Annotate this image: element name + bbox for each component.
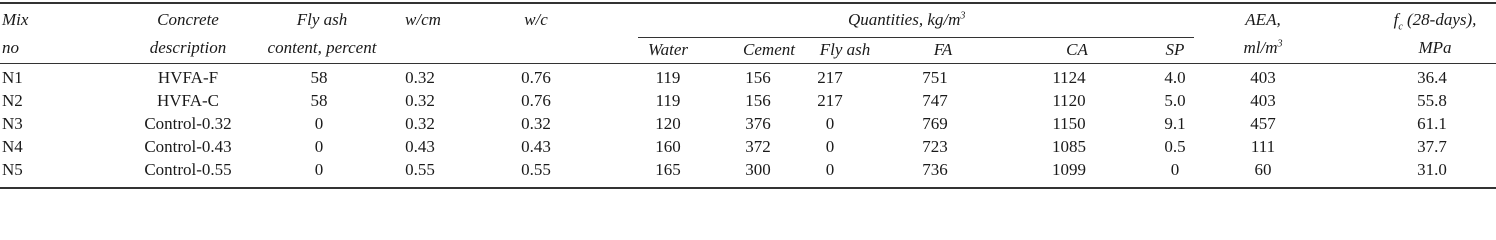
cell-wc: 0.55 <box>521 160 551 179</box>
header-mix-line1: Mix <box>2 10 29 29</box>
cell-flyash: 217 <box>817 91 843 110</box>
cell-aea: 111 <box>1250 137 1276 156</box>
header-wcm: w/cm <box>405 10 441 29</box>
cell-mix: N3 <box>2 114 23 133</box>
cell-cement: 156 <box>745 68 771 87</box>
cell-fa: 769 <box>922 114 948 133</box>
cell-cement: 300 <box>745 160 771 179</box>
cell-flyash-pct: 58 <box>310 91 328 110</box>
header-sp: SP <box>1165 40 1185 59</box>
cell-ca: 1099 <box>1052 160 1086 179</box>
cell-fa: 736 <box>922 160 948 179</box>
cell-wc: 0.76 <box>521 91 551 110</box>
cell-wcm: 0.55 <box>405 160 435 179</box>
header-rule <box>0 63 1496 64</box>
cell-fc: 36.4 <box>1417 68 1447 87</box>
header-aea-line1: AEA, <box>1245 10 1281 29</box>
header-fa: FA <box>933 40 953 59</box>
quantities-underline <box>638 37 1194 38</box>
cell-ca: 1150 <box>1052 114 1086 133</box>
cell-flyash: 0 <box>825 160 835 179</box>
cell-wc: 0.43 <box>521 137 551 156</box>
cell-wc: 0.76 <box>521 68 551 87</box>
cell-cement: 376 <box>745 114 771 133</box>
header-water: Water <box>648 40 688 59</box>
cell-water: 119 <box>655 68 681 87</box>
header-desc-line1: Concrete <box>157 10 219 29</box>
cell-wc: 0.32 <box>521 114 551 133</box>
cell-fc: 61.1 <box>1417 114 1447 133</box>
cell-flyash-pct: 0 <box>314 137 324 156</box>
cell-flyash: 0 <box>825 114 835 133</box>
header-cement: Cement <box>743 40 795 59</box>
cell-mix: N1 <box>2 68 23 87</box>
header-flyash-line2: content, percent <box>267 38 377 57</box>
cell-fa: 747 <box>922 91 948 110</box>
header-wc: w/c <box>524 10 548 29</box>
cell-water: 160 <box>655 137 681 156</box>
header-fc-line1: $f_c$ (28-days), <box>1393 10 1477 33</box>
cell-fc: 31.0 <box>1417 160 1447 179</box>
cell-water: 120 <box>655 114 681 133</box>
cell-aea: 457 <box>1250 114 1276 133</box>
cell-sp: 0.5 <box>1164 137 1186 156</box>
cell-fa: 751 <box>922 68 948 87</box>
cell-mix: N4 <box>2 137 23 156</box>
header-quantities: Quantities, $kg/m^3$ <box>848 10 966 29</box>
top-rule <box>0 2 1496 4</box>
cell-fc: 55.8 <box>1417 91 1447 110</box>
cell-water: 119 <box>655 91 681 110</box>
cell-fa: 723 <box>922 137 948 156</box>
cell-ca: 1124 <box>1052 68 1086 87</box>
cell-desc: Control-0.55 <box>144 160 232 179</box>
cell-desc: HVFA-F <box>157 68 219 87</box>
cell-wcm: 0.32 <box>405 68 435 87</box>
cell-cement: 372 <box>745 137 771 156</box>
header-fc-line2: MPa <box>1418 38 1452 57</box>
header-ca: CA <box>1066 40 1088 59</box>
cell-cement: 156 <box>745 91 771 110</box>
header-desc-line2: description <box>149 38 227 57</box>
cell-sp: 9.1 <box>1164 114 1186 133</box>
cell-desc: Control-0.43 <box>144 137 232 156</box>
cell-fc: 37.7 <box>1417 137 1447 156</box>
cell-wcm: 0.32 <box>405 114 435 133</box>
cell-mix: N5 <box>2 160 23 179</box>
bottom-rule <box>0 187 1496 189</box>
cell-desc: Control-0.32 <box>144 114 232 133</box>
cell-flyash: 217 <box>817 68 843 87</box>
cell-wcm: 0.43 <box>405 137 435 156</box>
cell-sp: 5.0 <box>1164 91 1186 110</box>
cell-water: 165 <box>655 160 681 179</box>
header-mix-line2: no <box>2 38 19 57</box>
cell-ca: 1085 <box>1052 137 1086 156</box>
cell-ca: 1120 <box>1052 91 1086 110</box>
cell-sp: 0 <box>1170 160 1180 179</box>
header-aea-line2: $ml/m^3$ <box>1243 38 1283 57</box>
header-flyash-line1: Fly ash <box>296 10 348 29</box>
cell-wcm: 0.32 <box>405 91 435 110</box>
cell-aea: 403 <box>1250 68 1276 87</box>
cell-flyash-pct: 0 <box>314 114 324 133</box>
cell-flyash-pct: 58 <box>310 68 328 87</box>
cell-sp: 4.0 <box>1164 68 1186 87</box>
cell-desc: HVFA-C <box>156 91 220 110</box>
cell-flyash: 0 <box>825 137 835 156</box>
cell-aea: 403 <box>1250 91 1276 110</box>
cell-mix: N2 <box>2 91 23 110</box>
cell-flyash-pct: 0 <box>314 160 324 179</box>
header-flyash-qty: Fly ash <box>819 40 871 59</box>
cell-aea: 60 <box>1254 160 1272 179</box>
